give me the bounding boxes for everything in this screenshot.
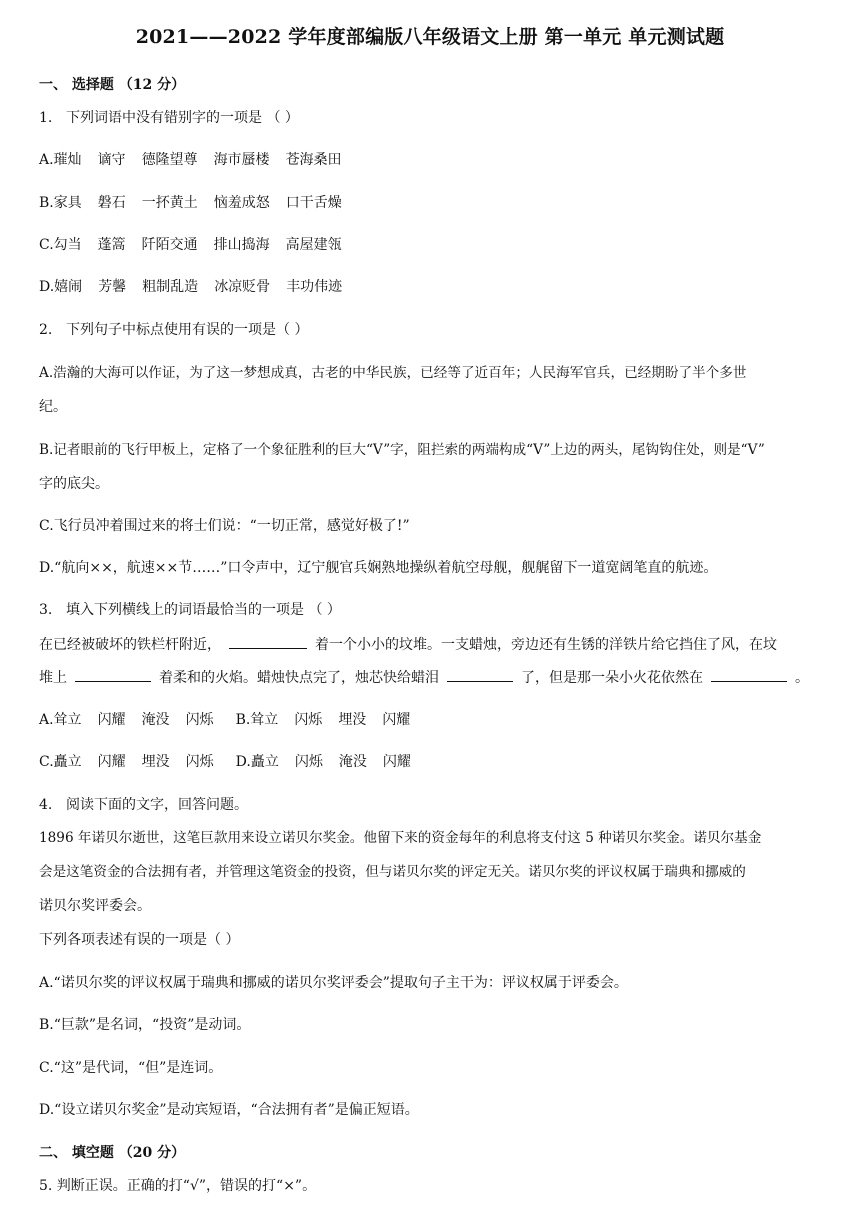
option-word: 蓬篙 (97, 237, 126, 253)
fill-blank[interactable] (711, 667, 787, 682)
option-word: 埋没 (141, 754, 170, 770)
option-word: 淹没 (338, 754, 367, 770)
q3-passage-line2 (39, 667, 809, 688)
q4-option-c: C.“这”是代词，“但”是连词。 (39, 1060, 223, 1076)
option-word: C.矗立 (39, 754, 82, 770)
q4-sub-question: 下列各项表述有误的一项是（ ） (39, 932, 240, 948)
q2-option-a-line2: 纪。 (39, 399, 67, 415)
passage-text: 。 (795, 670, 809, 686)
q4-option-a: A.“诺贝尔奖的评议权属于瑞典和挪威的诺贝尔奖评委会”提取句子主干为：评议权属于评委会。 (39, 975, 628, 991)
question-number: 1. (39, 110, 53, 126)
option-word: 粗制乱造 (142, 279, 199, 295)
option-word: 苍海桑田 (285, 152, 342, 168)
option-word: 高屋建瓴 (285, 237, 342, 253)
option-word: 丰功伟迹 (286, 279, 343, 295)
fill-blank[interactable] (447, 667, 513, 682)
q2-option-c: C.飞行员冲着围过来的将士们说：“一切正常，感觉好极了!” (39, 518, 410, 534)
option-word: A.璀灿 (39, 152, 82, 168)
option-word: 磐石 (97, 195, 126, 211)
passage-text: 在已经被破坏的铁栏杆附近， (39, 637, 221, 653)
option-word: 闪耀 (97, 712, 126, 728)
option-word: 闪烁 (185, 754, 214, 770)
question-text: 阅读下面的文字，回答问题。 (66, 797, 248, 813)
option-word: B.家具 (39, 195, 82, 211)
question-5-stem: 5. 判断正误。正确的打“√”，错误的打“×”。 (39, 1178, 317, 1194)
passage-text: 着一个小小的坟堆。一支蜡烛，旁边还有生锈的洋铁片给它挡住了风，在坟 (315, 637, 777, 653)
passage-text: 堆上 (39, 670, 67, 686)
option-word: 闪耀 (382, 754, 411, 770)
option-word: 闪耀 (97, 754, 126, 770)
option-word: 德隆望尊 (141, 152, 198, 168)
question-number: 4. (39, 797, 53, 813)
question-text: 下列句子中标点使用有误的一项是（ ） (66, 322, 309, 338)
q4-passage-line2: 会是这笔资金的合法拥有者，并管理这笔资金的投资，但与诺贝尔奖的评定无关。诺贝尔奖的评议权属于瑞典和挪威的 (39, 864, 746, 880)
q2-option-b-line2: 字的底尖。 (39, 476, 109, 492)
option-word: 埋没 (338, 712, 367, 728)
q4-option-b: B.“巨款”是名词，“投资”是动词。 (39, 1017, 251, 1033)
q2-option-d: D.“航向××，航速××节……”口令声中，辽宁舰官兵娴熟地操纵着航空母舰，舰艉留下一道宽阔笔直的航迹。 (39, 560, 718, 576)
q1-option-d (39, 277, 358, 297)
question-4-stem (39, 795, 248, 815)
fill-blank[interactable] (75, 667, 151, 682)
question-text: 填入下列横线上的词语最恰当的一项是 （ ） (66, 602, 341, 618)
option-word: 闪耀 (382, 712, 411, 728)
q4-option-d: D.“设立诺贝尔奖金”是动宾短语，“合法拥有者”是偏正短语。 (39, 1102, 419, 1118)
option-word: 一抔黄土 (141, 195, 198, 211)
question-3-stem (39, 600, 341, 620)
option-word: D.嬉闹 (39, 279, 83, 295)
option-word: 闪烁 (185, 712, 214, 728)
option-word: 海市蜃楼 (213, 152, 270, 168)
q2-option-a-line1: A.浩瀚的大海可以作证，为了这一梦想成真，古老的中华民族，已经等了近百年；人民海军官兵，已经期盼了半个多世 (39, 365, 747, 381)
option-word: 谪守 (97, 152, 126, 168)
passage-text: 了，但是那一朵小火花依然在 (521, 670, 703, 686)
option-word: 冰凉贬骨 (214, 279, 271, 295)
option-word: D.矗立 (235, 754, 279, 770)
question-number: 3. (39, 602, 53, 618)
option-word: 阡陌交通 (141, 237, 198, 253)
option-word: 闪烁 (294, 712, 323, 728)
page-title: 2021——2022 学年度部编版八年级语文上册 第一单元 单元测试题 (135, 26, 725, 48)
option-word: 口干舌燥 (285, 195, 342, 211)
section-heading-choice: 一、 选择题 （12 分） (39, 77, 186, 93)
option-word: 恼羞成怒 (213, 195, 270, 211)
question-text: 下列词语中没有错别字的一项是 （ ） (66, 110, 299, 126)
question-1-stem (39, 108, 299, 128)
option-word: 芳馨 (98, 279, 127, 295)
q2-option-b-line1: B.记者眼前的飞行甲板上，定格了一个象征胜利的巨大“V”字，阻拦索的两端构成“V”上边的两头，尾钩钩住处，则是“V” (39, 442, 765, 458)
option-word: B.耸立 (235, 712, 279, 728)
fill-blank[interactable] (229, 634, 307, 649)
option-word: 排山捣海 (213, 237, 270, 253)
q3-options-ab (39, 710, 426, 730)
q1-option-b (39, 193, 358, 213)
q4-passage-line3: 诺贝尔奖评委会。 (39, 898, 151, 914)
q1-option-a (39, 150, 358, 170)
option-word: C.勾当 (39, 237, 82, 253)
option-word: 淹没 (141, 712, 170, 728)
q3-options-cd (39, 752, 427, 772)
q4-passage-line1: 1896 年诺贝尔逝世，这笔巨款用来设立诺贝尔奖金。他留下来的资金每年的利息将支付这 5 种诺贝尔奖金。诺贝尔基金 (39, 830, 762, 846)
q1-option-c (39, 235, 358, 255)
option-word: 闪烁 (294, 754, 323, 770)
q3-passage-line1 (39, 634, 777, 655)
question-number: 2. (39, 322, 53, 338)
passage-text: 着柔和的火焰。蜡烛快点完了，烛芯快给蜡泪 (159, 670, 439, 686)
option-word: A.耸立 (39, 712, 82, 728)
section-heading-fill: 二、 填空题 （20 分） (39, 1145, 186, 1161)
question-2-stem (39, 320, 308, 340)
